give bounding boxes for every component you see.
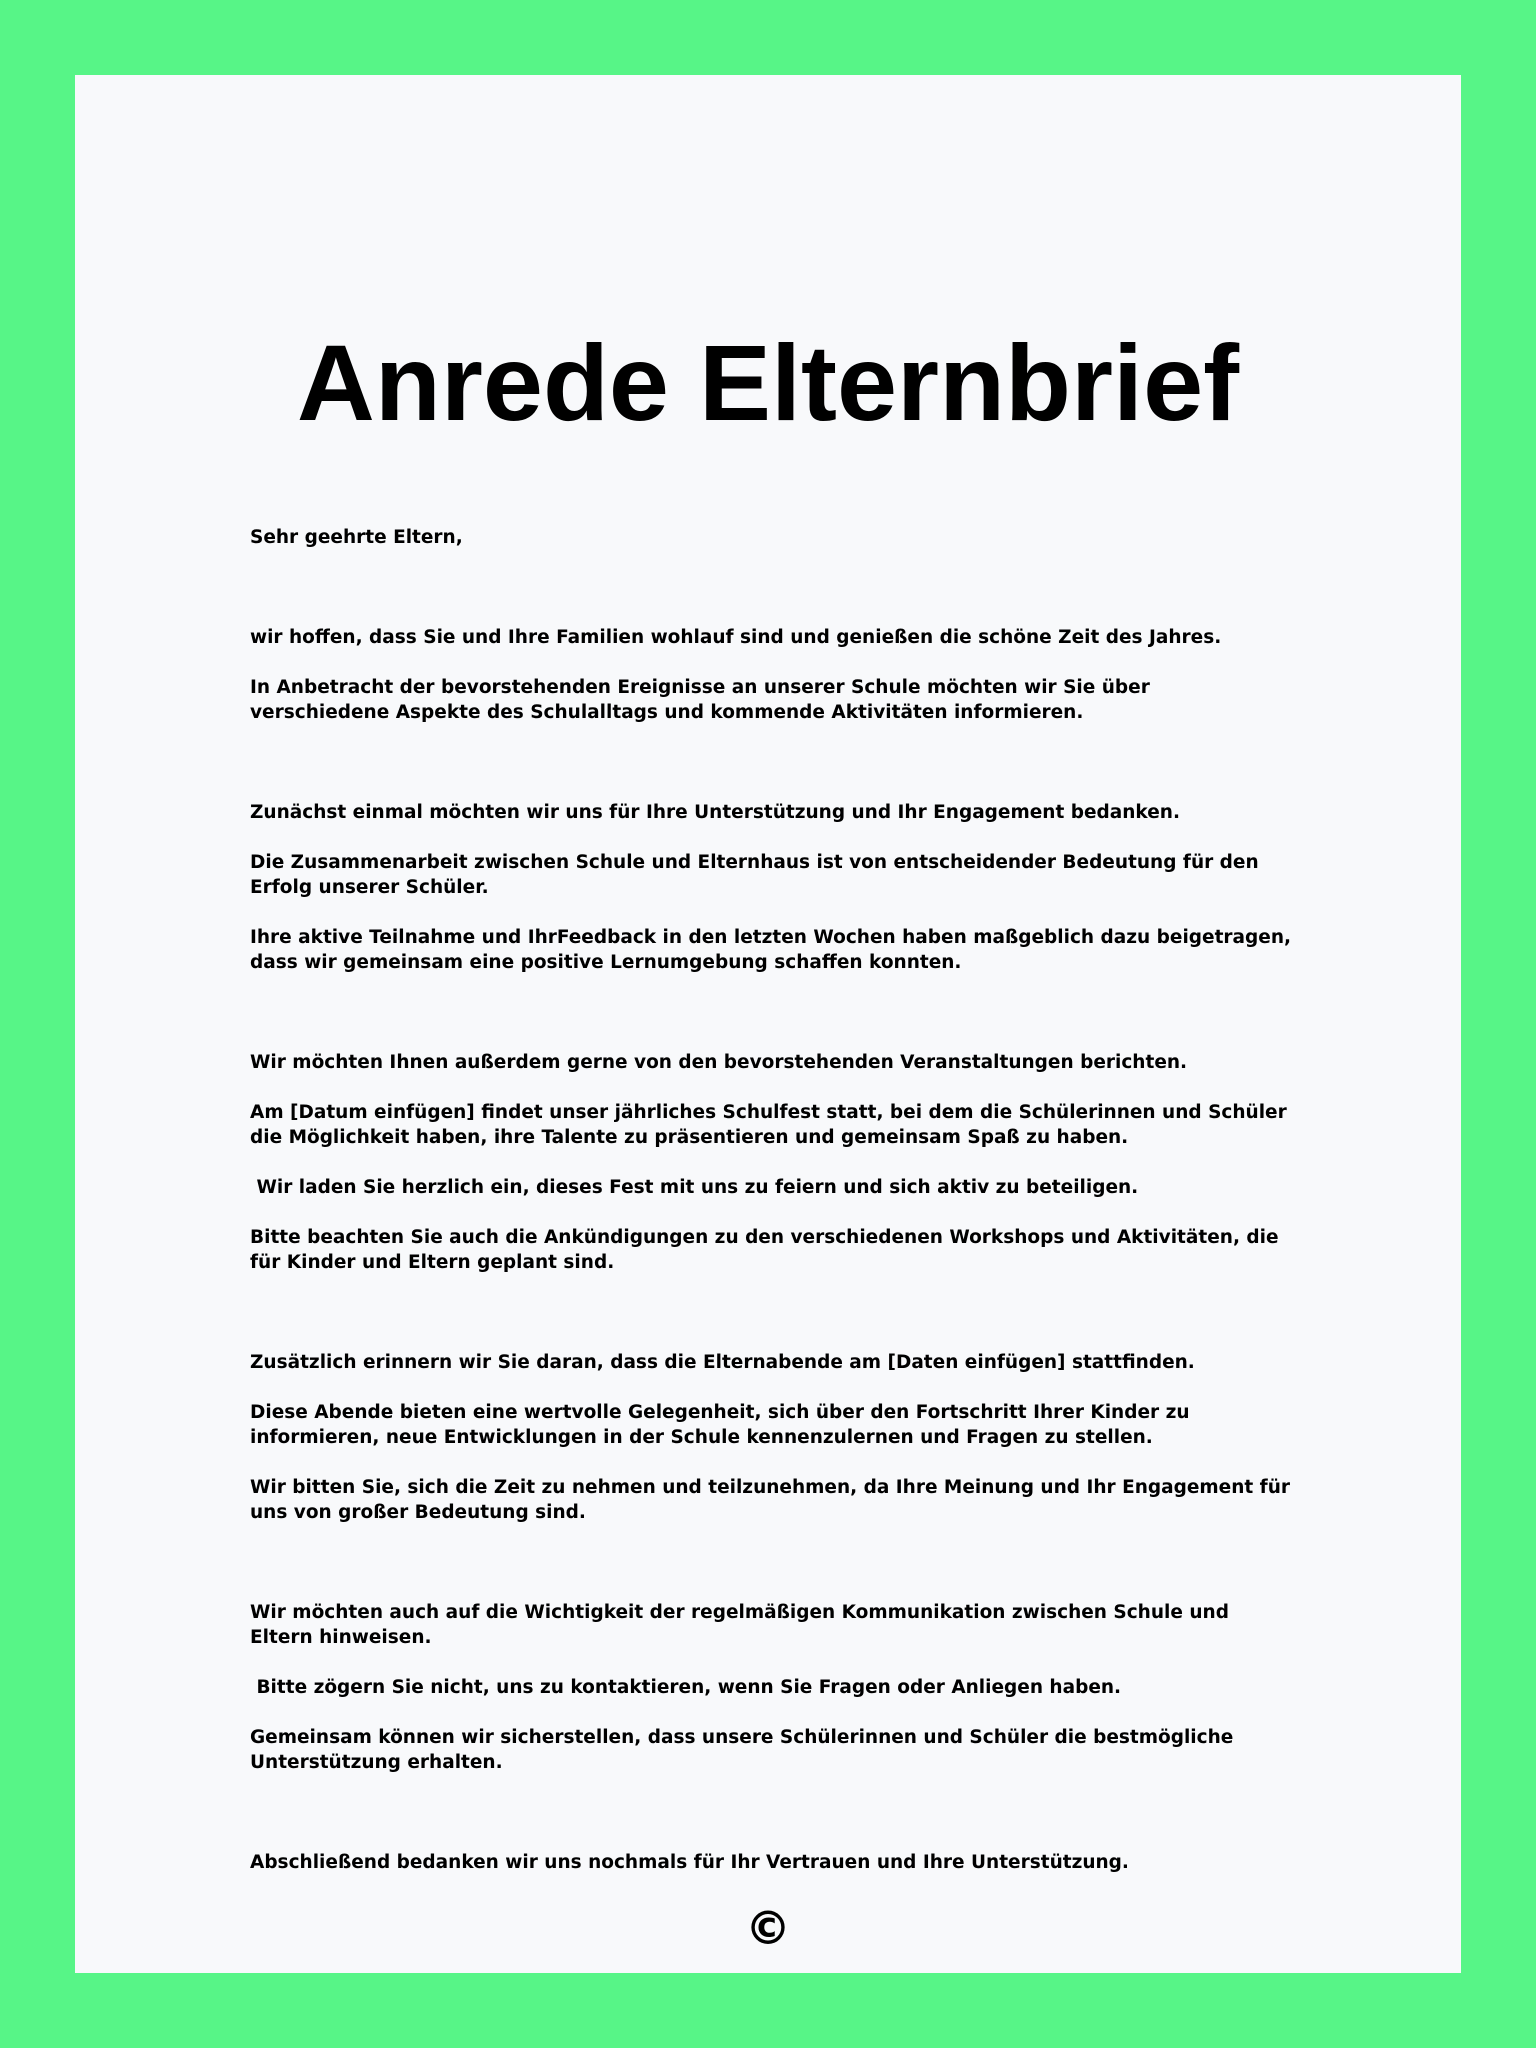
paragraph: Wir möchten Ihnen außerdem gerne von den bevorstehenden Veranstaltungen berichten. [250,1052,1188,1073]
paragraph: Die Zusammenarbeit zwischen Schule und Elternhaus ist von entscheidender Bedeutung für den Erfolg unserer Schüler. [250,852,1259,898]
salutation: Sehr geehrte Eltern, [250,527,463,548]
paragraph: Zunächst einmal möchten wir uns für Ihre Unterstützung und Ihr Engagement bedanken. [250,802,1180,823]
paragraph: Am [Datum einfügen] findet unser jährliches Schulfest statt, bei dem die Schülerinnen und Schüler die Möglichkeit haben, ihre Talente zu präsentieren und gemeinsam Spaß zu haben. [250,1102,1287,1148]
paragraph: Gemeinsam können wir sicherstellen, dass unsere Schülerinnen und Schüler die bestmögliche Unterstützung erhalten. [250,1727,1234,1773]
paragraph: wir hoffen, dass Sie und Ihre Familien wohlauf sind und genießen die schöne Zeit des Jahres. [250,627,1222,648]
letter-page [75,75,1461,1973]
paragraph: Wir laden Sie herzlich ein, dieses Fest mit uns zu feiern und sich aktiv zu beteiligen. [250,1177,1139,1198]
paragraph: Bitte beachten Sie auch die Ankündigungen zu den verschiedenen Workshops und Aktivitäten, die für Kinder und Eltern geplant sind. [250,1227,1279,1273]
paragraph: Wir bitten Sie, sich die Zeit zu nehmen und teilzunehmen, da Ihre Meinung und Ihr Engagement für uns von großer Bedeutung sind. [250,1477,1291,1523]
paragraph: Diese Abende bieten eine wertvolle Gelegenheit, sich über den Fortschritt Ihrer Kinder zu informieren, neue Entwicklungen in der Schule kennenzulernen und Fragen zu stellen. [250,1402,1190,1448]
letter-body [250,525,1295,1875]
paragraph: Ihre aktive Teilnahme und IhrFeedback in den letzten Wochen haben maßgeblich dazu beigetragen, dass wir gemeinsam eine positive Lernumgebung schaffen konnten. [250,927,1292,973]
copyright-icon: © [745,1901,791,1955]
paragraph: In Anbetracht der bevorstehenden Ereignisse an unserer Schule möchten wir Sie über verschiedene Aspekte des Schulalltags und kommende Aktivitäten informieren. [250,677,1150,723]
document-title: Anrede Elternbrief [296,322,1240,443]
closing-paragraph: Abschließend bedanken wir uns nochmals für Ihr Vertrauen und Ihre Unterstützung. [250,1852,1129,1873]
paragraph: Zusätzlich erinnern wir Sie daran, dass die Elternabende am [Daten einfügen] stattfinden. [250,1352,1195,1373]
paragraph: Bitte zögern Sie nicht, uns zu kontaktieren, wenn Sie Fragen oder Anliegen haben. [250,1677,1122,1698]
paragraph: Wir möchten auch auf die Wichtigkeit der regelmäßigen Kommunikation zwischen Schule und Eltern hinweisen. [250,1602,1229,1648]
